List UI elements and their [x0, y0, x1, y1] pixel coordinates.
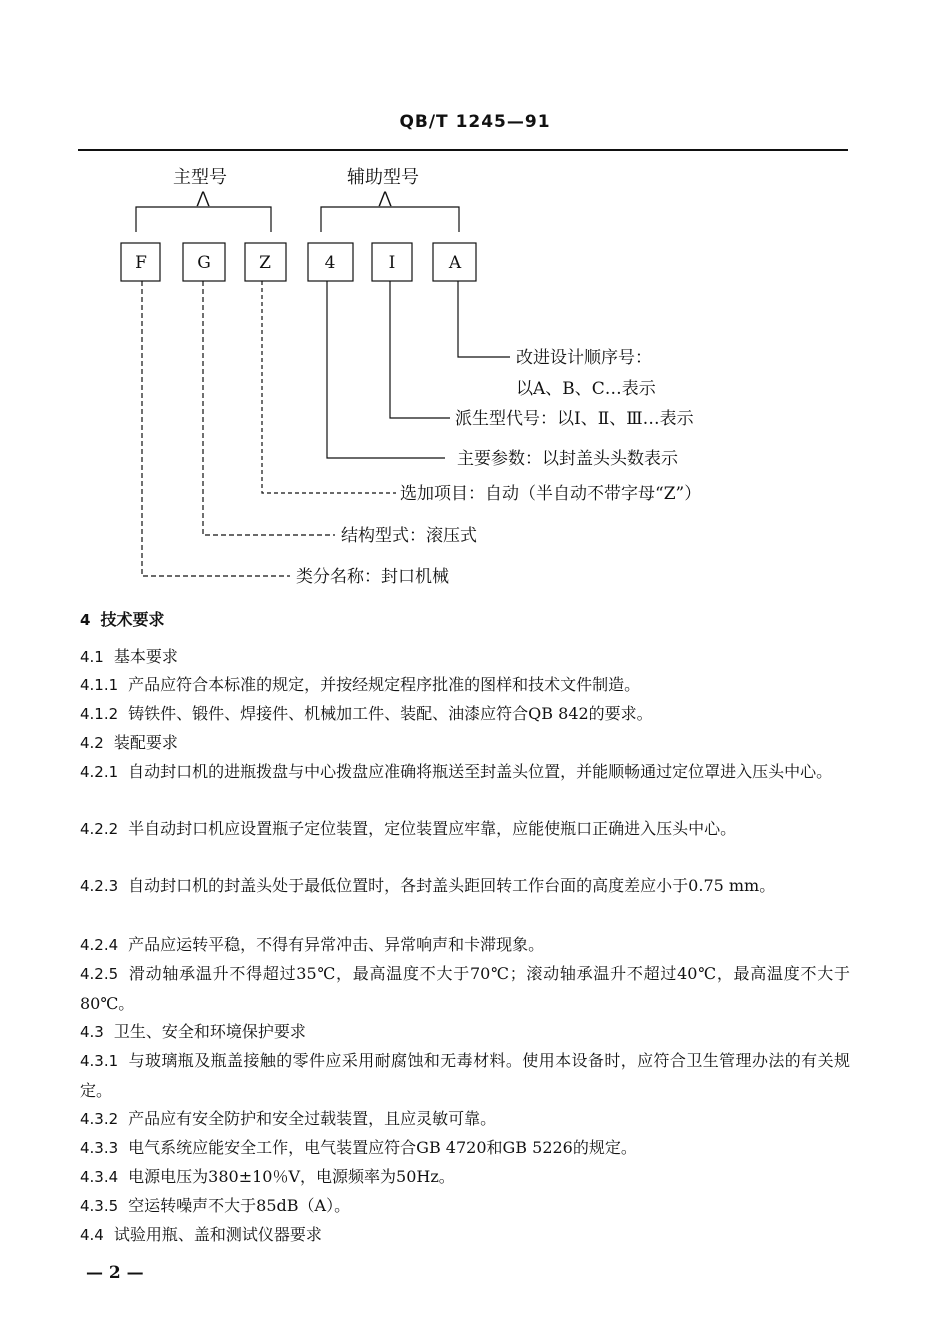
box-letter-f: F [135, 253, 147, 273]
clause-4-2: 4.2 装配要求 [80, 733, 178, 752]
clause-4-3-3: 4.3.3 电气系统应能安全工作，电气装置应符合GB 4720和GB 5226的规定。 [80, 1138, 637, 1157]
clause-4-2-4: 4.2.4 产品应运转平稳，不得有异常冲击、异常响声和卡滞现象。 [80, 935, 545, 954]
label-design-sequence: 改进设计顺序号： [516, 348, 652, 368]
clause-4-1-1: 4.1.1 产品应符合本标准的规定，并按经规定程序批准的图样和技术文件制造。 [80, 675, 641, 694]
leader-z [262, 281, 396, 493]
main-group-mark: ⋀ [196, 188, 210, 207]
label-derived-code: 派生型代号：以Ⅰ、Ⅱ、Ⅲ…表示 [455, 409, 694, 429]
label-category-name: 类分名称：封口机械 [296, 567, 449, 587]
main-model-label: 主型号 [173, 167, 227, 188]
clause-4-2-5: 4.2.5 滑动轴承温升不得超过35℃，最高温度不大于70℃；滚动轴承温升不超过40℃，最高温度不大于80℃。 [80, 964, 850, 1013]
box-letter-a: A [448, 253, 462, 273]
aux-group-mark: ⋀ [378, 188, 392, 207]
page-number: — 2 — [86, 1263, 144, 1283]
label-structure-type: 结构型式：滚压式 [341, 526, 477, 546]
clause-4-3-4: 4.3.4 电源电压为380±10％V，电源频率为50Hz。 [80, 1167, 455, 1186]
leader-f [142, 281, 290, 576]
aux-group-bracket [321, 207, 459, 232]
leader-a [458, 281, 510, 357]
clause-4-3-5: 4.3.5 空运转噪声不大于85dB（A）。 [80, 1196, 351, 1215]
section-4: 4 技术要求 [80, 610, 165, 629]
clause-4-3-2: 4.3.2 产品应有安全防护和安全过载装置，且应灵敏可靠。 [80, 1109, 497, 1128]
clause-4-1: 4.1 基本要求 [80, 647, 178, 666]
leader-g [203, 281, 335, 535]
box-letter-g: G [197, 253, 211, 273]
main-group-bracket [136, 207, 271, 232]
clause-4-1-2: 4.1.2 铸铁件、锻件、焊接件、机械加工件、装配、油漆应符合QB 842的要求。 [80, 704, 653, 723]
leader-4 [327, 281, 445, 458]
standard-code-header: QB/T 1245—91 [399, 112, 551, 132]
model-code-diagram [0, 150, 950, 600]
aux-model-label: 辅助型号 [347, 167, 419, 188]
box-letter-z: Z [259, 253, 271, 273]
clause-4-2-1: 4.2.1 自动封口机的进瓶拨盘与中心拨盘应准确将瓶送至封盖头位置，并能顺畅通过定位罩进入压头中心。 [80, 762, 833, 781]
box-letter-4: 4 [324, 253, 336, 273]
label-design-sequence-values: 以A、B、C…表示 [516, 379, 656, 399]
label-main-parameter: 主要参数：以封盖头头数表示 [457, 449, 678, 469]
leader-i [390, 281, 450, 418]
clause-4-4: 4.4 试验用瓶、盖和测试仪器要求 [80, 1225, 322, 1244]
clause-4-3-1: 4.3.1 与玻璃瓶及瓶盖接触的零件应采用耐腐蚀和无毒材料。使用本设备时，应符合卫生管理办法的有关规定。 [80, 1051, 850, 1100]
clause-4-3: 4.3 卫生、安全和环境保护要求 [80, 1022, 306, 1041]
clause-4-2-2: 4.2.2 半自动封口机应设置瓶子定位装置，定位装置应牢靠，应能使瓶口正确进入压头中心。 [80, 819, 737, 838]
box-letter-i: I [388, 253, 396, 273]
clause-4-2-3: 4.2.3 自动封口机的封盖头处于最低位置时，各封盖头距回转工作台面的高度差应小于0.75 mm。 [80, 876, 776, 895]
label-optional-item: 选加项目：自动（半自动不带字母“Z”） [400, 484, 702, 504]
